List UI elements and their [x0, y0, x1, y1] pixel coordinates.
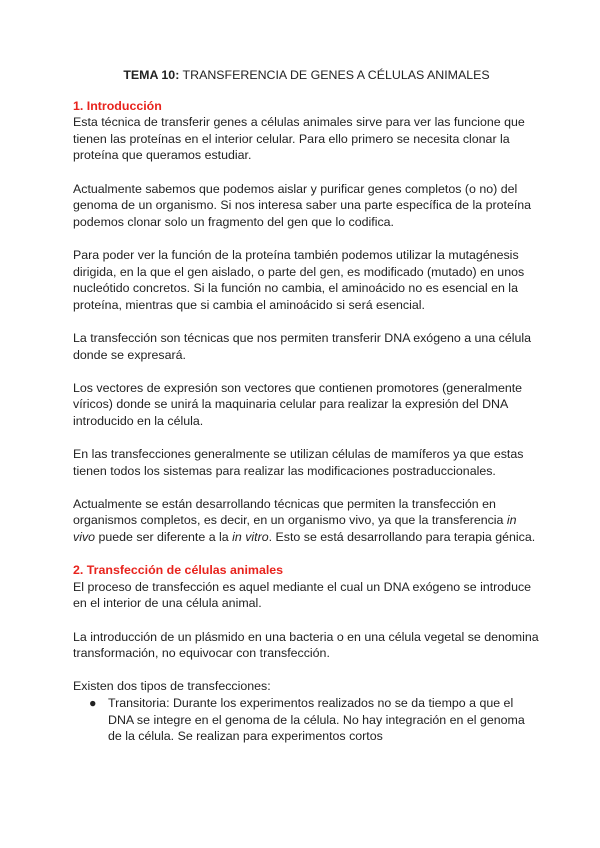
- section-heading-transfeccion: 2. Transfección de células animales: [73, 563, 284, 578]
- paragraph: [73, 496, 540, 546]
- paragraph: Actualmente sabemos que podemos aislar y purificar genes completos (o no) del genoma de un organismo. Si nos interesa saber una parte específica de la proteína podemos clonar solo un fragmento del gen que lo codifica.: [73, 181, 532, 229]
- paragraph: La transfección son técnicas que nos permiten transferir DNA exógeno a una célula donde se expresará.: [73, 330, 532, 362]
- text-run: Actualmente se están desarrollando técnicas que permiten la transfección en organismos completos, es decir, en un organismo vivo, ya que la transferencia: [73, 496, 507, 528]
- text-run: puede ser diferente a la: [95, 530, 233, 545]
- bullet-list: [73, 695, 540, 745]
- paragraph: Existen dos tipos de transfecciones:: [73, 679, 271, 694]
- paragraph: En las transfecciones generalmente se utilizan células de mamíferos ya que estas tienen todos los sistemas para realizar las modificaciones postraduccionales.: [73, 447, 524, 478]
- document-title: [73, 67, 540, 84]
- list-item-text: Transitoria: Durante los experimentos realizados no se da tiempo a que el DNA se integre en el genoma de la célula. No hay integración en el genoma de la célula. Se realizan para experimentos cortos: [108, 695, 525, 744]
- paragraph: La introducción de un plásmido en una bacteria o en una célula vegetal se denomina transformación, no equivocar con transfección.: [73, 629, 539, 661]
- title-rest: TRANSFERENCIA DE GENES A CÉLULAS ANIMALES: [179, 68, 490, 82]
- list-item: [73, 695, 540, 745]
- section-heading-introduccion: 1. Introducción: [73, 98, 162, 113]
- text-run: . Esto se está desarrollando para terapia génica.: [268, 530, 536, 545]
- paragraph: Los vectores de expresión son vectores que contienen promotores (generalmente víricos) donde se unirá la maquinaria celular para realizar la expresión del DNA introducido en la célula.: [73, 380, 523, 428]
- title-bold: TEMA 10:: [123, 68, 180, 82]
- paragraph: El proceso de transfección es aquel mediante el cual un DNA exógeno se introduce en el interior de una célula animal.: [73, 579, 532, 611]
- paragraph: Para poder ver la función de la proteína también podemos utilizar la mutagénesis dirigida, en la que el gen aislado, o parte del gen, es modificado (mutado) en unos nucleótido concretos. Si la función no cambia, el aminoácido no es esencial en la proteína, mientras que si cambia el aminoácido si será esencial.: [73, 247, 525, 312]
- paragraph: Esta técnica de transferir genes a células animales sirve para ver las funcione que tienen las proteínas en el interior celular. Para ello primero se necesita clonar la proteína que queramos estudiar.: [73, 115, 525, 163]
- italic-term: in vivo: [73, 513, 517, 545]
- bullet-icon: ●: [89, 695, 97, 710]
- italic-term: in vitro: [232, 530, 269, 545]
